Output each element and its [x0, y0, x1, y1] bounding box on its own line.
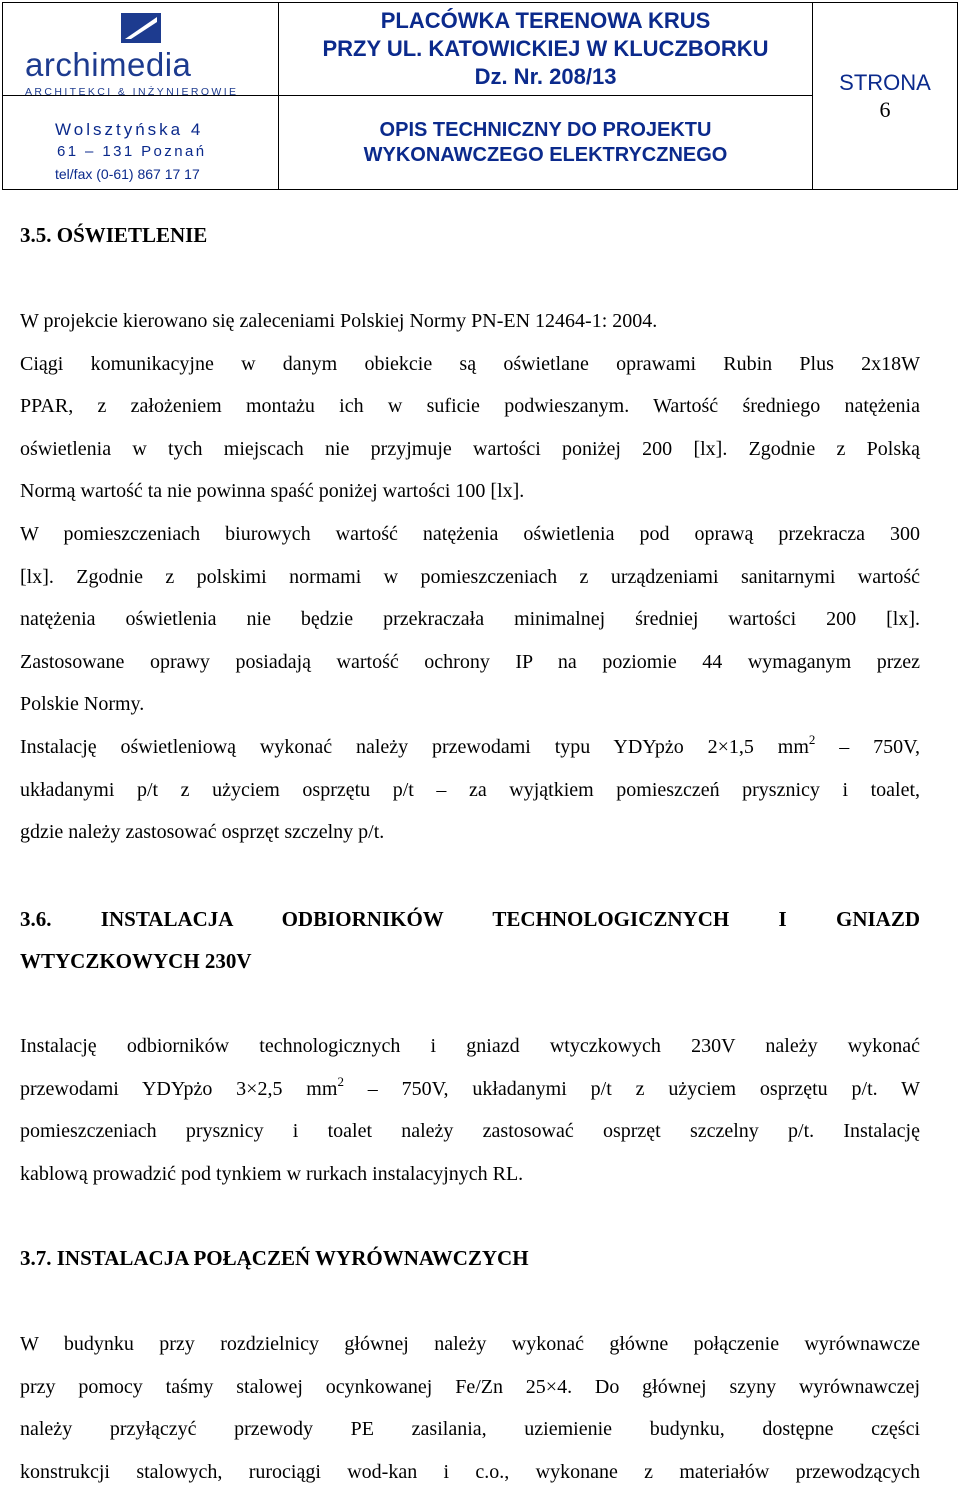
section-3-6-title	[20, 898, 920, 983]
section-3-6-text	[20, 1025, 920, 1195]
page-number-cell	[813, 3, 957, 189]
text-line: kablową prowadzić pod tynkiem w rurkach instalacyjnych RL.	[20, 1162, 524, 1185]
text-line: pomieszczeniach prysznicy i toalet należy zastosować osprzęt szczelny p/t. Instalację	[20, 1120, 920, 1143]
text-line: natężenia oświetlenia nie będzie przekraczała minimalnej średniej wartości 200 [lx].	[20, 608, 920, 631]
text-line: PPAR, z założeniem montażu ich w suficie podwieszanym. Wartość średniego natężenia	[20, 395, 920, 418]
document-type-cell	[279, 96, 813, 189]
archimedia-logo-icon	[121, 13, 161, 43]
text-line: konstrukcji stalowych, rurociągi wod-kan i c.o., wykonane z materiałów przewodzących	[20, 1461, 920, 1484]
section-3-5-title: 3.5. OŚWIETLENIE	[20, 223, 208, 247]
superscript: 2	[337, 1073, 344, 1089]
text-line: Zastosowane oprawy posiadają wartość ochrony IP na poziomie 44 wymaganym przez	[20, 650, 920, 673]
logo-wordmark: archimedia	[25, 46, 192, 83]
address-street: Wolsztyńska 4	[55, 120, 204, 139]
section-3-5-text	[20, 300, 920, 854]
logo-tagline: ARCHITEKCI & INŻYNIEROWIE	[25, 86, 239, 98]
address-cell	[3, 96, 279, 189]
section-3-6-title-line2: WTYCZKOWYCH 230V	[20, 949, 252, 974]
address-city: 61 – 131 Poznań	[57, 143, 207, 160]
text-line: gdzie należy zastosować osprzęt szczelny p/t.	[20, 821, 385, 844]
project-location: PRZY UL. KATOWICKIEJ W KLUCZBORKU	[322, 36, 769, 61]
document-type-line1: OPIS TECHNICZNY DO PROJEKTU	[379, 118, 712, 141]
text-line: Ciągi komunikacyjne w danym obiekcie są oświetlane oprawami Rubin Plus 2x18W	[20, 352, 920, 375]
text-line-cable-spec	[20, 726, 920, 769]
page-number: 6	[879, 97, 891, 122]
text-line: Instalację odbiorników technologicznych i gniazd wtyczkowych 230V należy wykonać	[20, 1034, 920, 1057]
text-line: W projekcie kierowano się zaleceniami Polskiej Normy PN-EN 12464-1: 2004.	[20, 310, 658, 332]
text-line: Polskie Normy.	[20, 693, 145, 716]
document-header	[2, 2, 958, 190]
text-line: W budynku przy rozdzielnicy głównej należy wykonać główne połączenie wyrównawcze	[20, 1333, 920, 1356]
text-line: oświetlenia w tych miejscach nie przyjmuje wartości poniżej 200 [lx]. Zgodnie z Polską	[20, 437, 920, 460]
text-line: należy przyłączyć przewody PE zasilania, uziemienie budynku, dostępne części	[20, 1418, 920, 1441]
project-title-cell	[279, 3, 813, 96]
superscript: 2	[808, 731, 816, 747]
text-line: W pomieszczeniach biurowych wartość natężenia oświetlenia pod oprawą przekracza 300	[20, 522, 920, 545]
cable-spec-text: Instalację oświetleniową wykonać należy przewodami typu YDYpżo 2×1,5 mm	[20, 735, 809, 758]
section-3-7-title: 3.7. INSTALACJA POŁĄCZEŃ WYRÓWNAWCZYCH	[20, 1246, 529, 1271]
address-phone: tel/fax (0-61) 867 17 17	[55, 166, 200, 182]
logo-cell	[3, 3, 279, 96]
page-label: STRONA	[839, 70, 931, 95]
section-3-6-title-line1: 3.6. INSTALACJA ODBIORNIKÓW TECHNOLOGICZNYCH I GNIAZD	[20, 906, 920, 931]
text-line: Normą wartość ta nie powinna spaść poniżej wartości 100 [lx].	[20, 480, 525, 503]
text-line-cable-spec	[20, 1068, 920, 1111]
document-body	[20, 218, 920, 1494]
section-3-7-text	[20, 1323, 920, 1493]
cable-voltage-text: – 750V, układanymi p/t z użyciem osprzętu p/t. W	[343, 1077, 921, 1100]
text-line: przy pomocy taśmy stalowej ocynkowanej Fe/Zn 25×4. Do głównej szyny wyrównawczej	[20, 1375, 920, 1398]
cable-spec-text: przewodami YDYpżo 3×2,5 mm	[20, 1077, 338, 1100]
text-line: [lx]. Zgodnie z polskimi normami w pomieszczeniach z urządzeniami sanitarnymi wartość	[20, 565, 920, 588]
project-plot-number: Dz. Nr. 208/13	[474, 64, 617, 89]
text-line: układanymi p/t z użyciem osprzętu p/t – za wyjątkiem pomieszczeń prysznicy i toalet,	[20, 778, 920, 801]
cable-voltage-text: – 750V,	[815, 735, 920, 758]
document-type-line2: WYKONAWCZEGO ELEKTRYCZNEGO	[363, 143, 728, 166]
project-name: PLACÓWKA TERENOWA KRUS	[380, 8, 711, 33]
